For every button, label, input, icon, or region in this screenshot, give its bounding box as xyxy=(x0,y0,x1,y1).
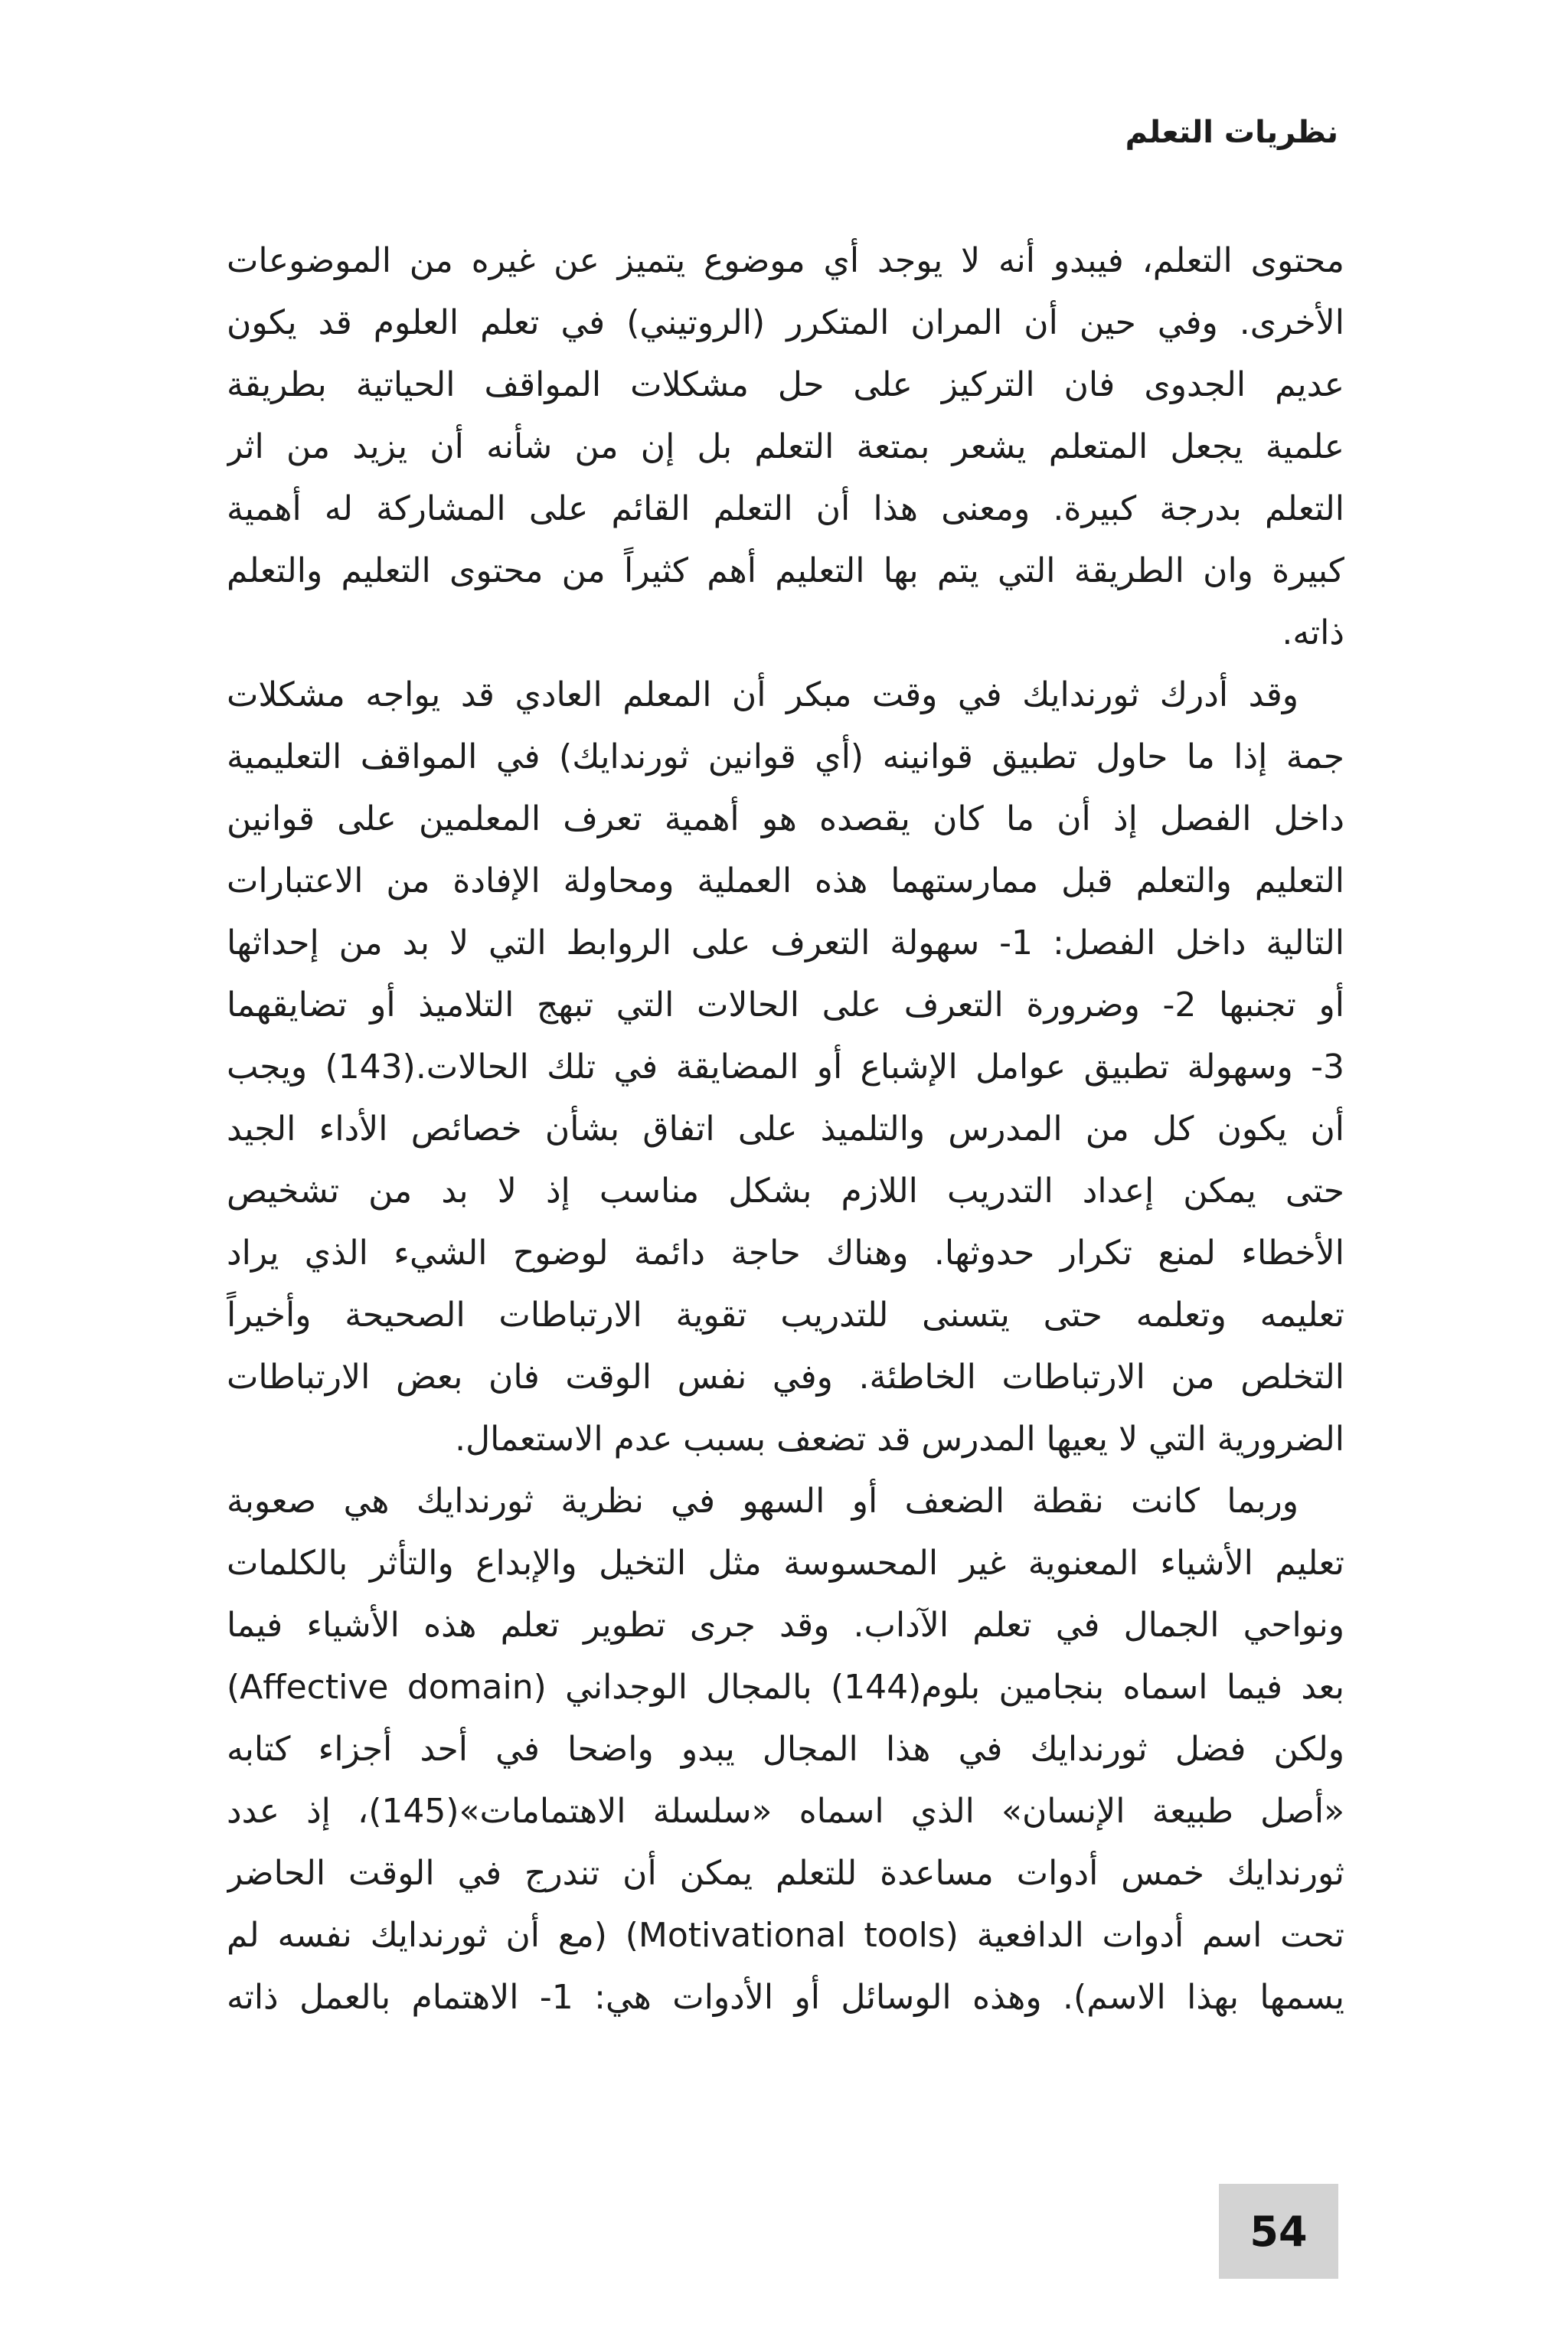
text-line: التعليم والتعلم قبل ممارستهما هذه العملية ومحاولة الإفادة من الاعتبارات xyxy=(227,861,1344,900)
text-line: «أصل طبيعة الإنسان» الذي اسماه «سلسلة الاهتمامات»(145)، إذ عدد xyxy=(227,1792,1344,1831)
running-title: نظريات التعلم xyxy=(1125,115,1338,150)
text-line: بعد فيما اسماه بنجامين بلوم(144) بالمجال الوجداني (Affective domain) xyxy=(227,1668,1344,1707)
text-line: التعلم بدرجة كبيرة. ومعنى هذا أن التعلم القائم على المشاركة له أهمية xyxy=(227,489,1344,528)
text-line: أو تجنبها 2- وضرورة التعرف على الحالات التي تبهج التلاميذ أو تضايقهما xyxy=(227,985,1344,1025)
text-line: داخل الفصل إذ أن ما كان يقصده هو أهمية تعرف المعلمين على قوانين xyxy=(227,799,1344,838)
text-line: 3- وسهولة تطبيق عوامل الإشباع أو المضايقة في تلك الحالات.(143) ويجب xyxy=(227,1048,1344,1087)
body-text xyxy=(227,230,1344,2028)
text-line: الضرورية التي لا يعيها المدرس قد تضعف بسبب عدم الاستعمال. xyxy=(455,1420,1344,1459)
text-line: الأخرى. وفي حين أن المران المتكرر (الروتيني) في تعلم العلوم قد يكون xyxy=(227,303,1344,342)
text-line: وقد أدرك ثورندايك في وقت مبكر أن المعلم العادي قد يواجه مشكلات xyxy=(227,675,1298,714)
text-line: الأخطاء لمنع تكرار حدوثها. وهناك حاجة دائمة لوضوح الشيء الذي يراد xyxy=(227,1234,1344,1273)
text-line: أن يكون كل من المدرس والتلميذ على اتفاق بشأن خصائص الأداء الجيد xyxy=(227,1110,1344,1149)
text-line: التخلص من الارتباطات الخاطئة. وفي نفس الوقت فان بعض الارتباطات xyxy=(227,1358,1344,1397)
text-line: يسمها بهذا الاسم). وهذه الوسائل أو الأدوات هي: 1- الاهتمام بالعمل ذاته xyxy=(227,1978,1344,2017)
text-line: كبيرة وان الطريقة التي يتم بها التعليم أهم كثيراً من محتوى التعليم والتعلم xyxy=(227,551,1344,590)
page-number: 54 xyxy=(1219,2184,1338,2279)
text-line: حتى يمكن إعداد التدريب اللازم بشكل مناسب إذ لا بد من تشخيص xyxy=(227,1172,1344,1211)
text-line: تعليم الأشياء المعنوية غير المحسوسة مثل التخيل والإبداع والتأثر بالكلمات xyxy=(227,1544,1344,1583)
text-line: ثورندايك خمس أدوات مساعدة للتعلم يمكن أن تندرج في الوقت الحاضر xyxy=(227,1854,1344,1893)
text-line: ذاته. xyxy=(1282,613,1344,652)
text-line: التالية داخل الفصل: 1- سهولة التعرف على الروابط التي لا بد من إحداثها xyxy=(227,923,1344,963)
text-line: جمة إذا ما حاول تطبيق قوانينه (أي قوانين ثورندايك) في المواقف التعليمية xyxy=(227,737,1344,776)
text-line: عديم الجدوى فان التركيز على حل مشكلات المواقف الحياتية بطريقة xyxy=(227,365,1344,404)
text-line: ونواحي الجمال في تعلم الآداب. وقد جرى تطوير تعلم هذه الأشياء فيما xyxy=(227,1606,1344,1645)
text-line: ولكن فضل ثورندايك في هذا المجال يبدو واضحا في أحد أجزاء كتابه xyxy=(227,1730,1344,1769)
text-line: محتوى التعلم، فيبدو أنه لا يوجد أي موضوع يتميز عن غيره من الموضوعات xyxy=(227,241,1344,280)
text-line: تحت اسم أدوات الدافعية (Motivational tools) (مع أن ثورندايك نفسه لم xyxy=(227,1916,1344,1955)
text-line: علمية يجعل المتعلم يشعر بمتعة التعلم بل إن من شأنه أن يزيد من اثر xyxy=(227,427,1344,466)
text-line: تعليمه وتعلمه حتى يتسنى للتدريب تقوية الارتباطات الصحيحة وأخيراً xyxy=(227,1296,1344,1335)
text-line: وربما كانت نقطة الضعف أو السهو في نظرية ثورندايك هي صعوبة xyxy=(227,1482,1298,1521)
